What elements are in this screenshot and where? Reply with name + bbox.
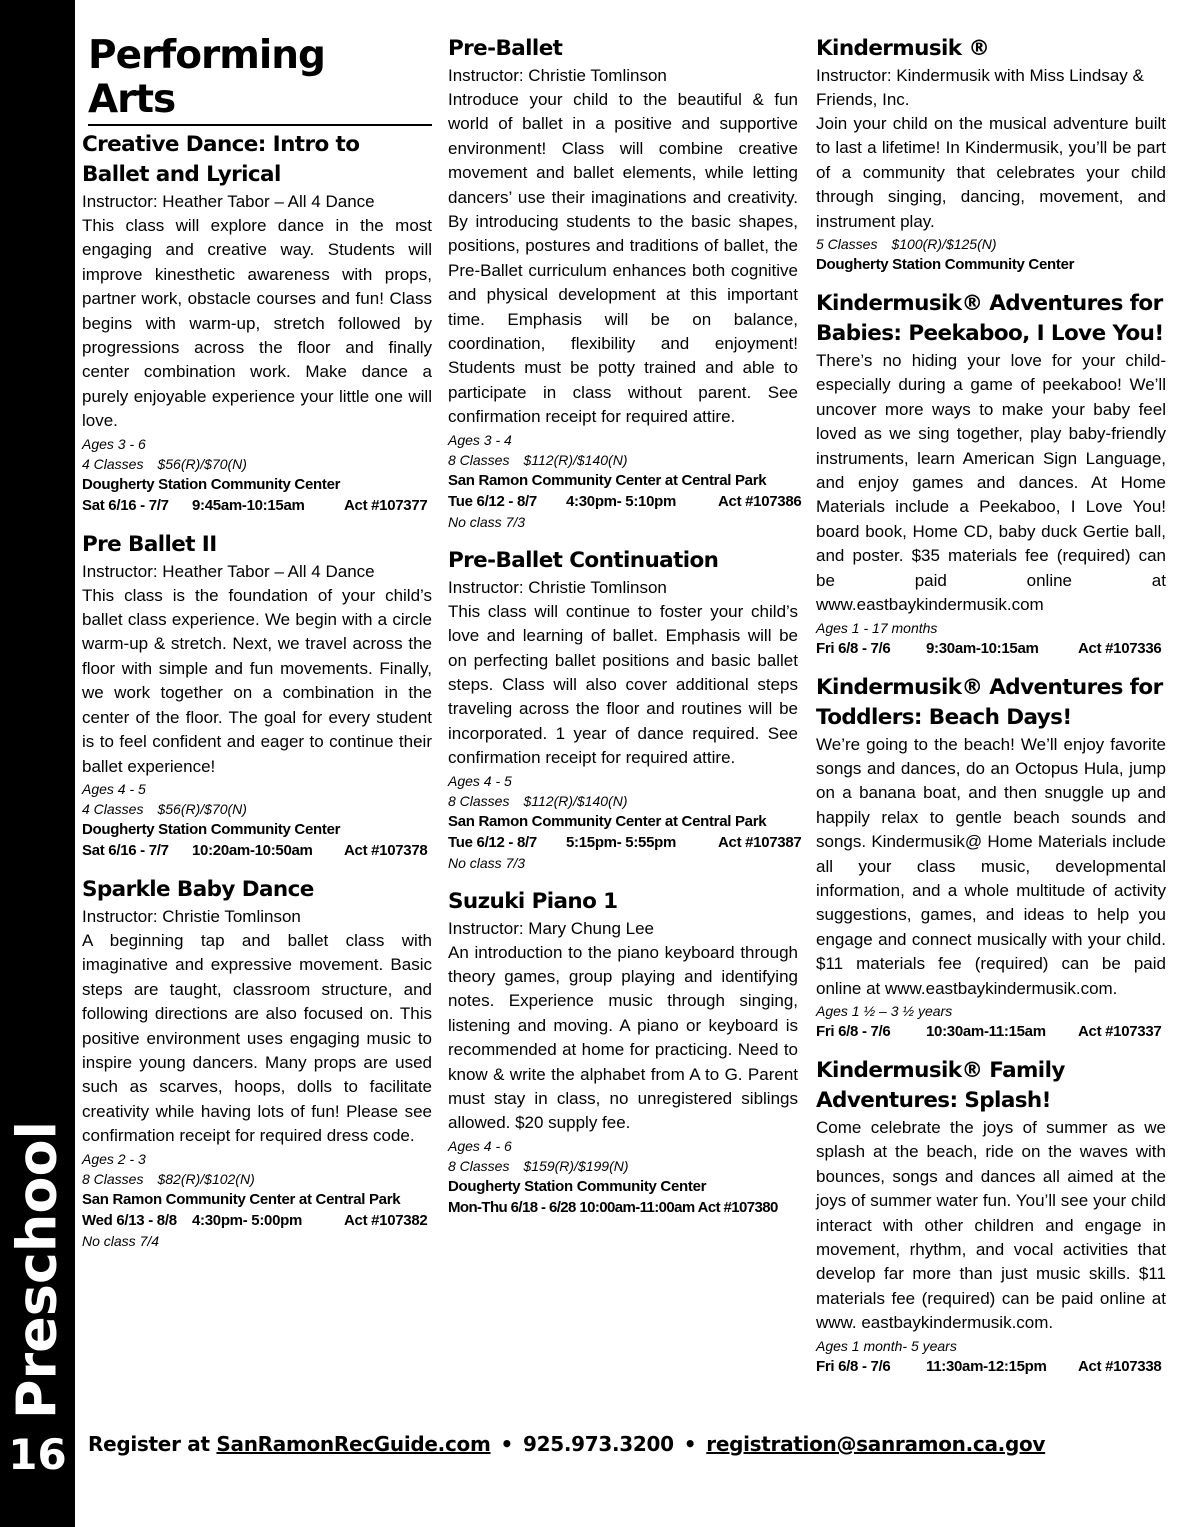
course-instructor: Instructor: Mary Chung Lee — [448, 918, 654, 938]
course-time: 9:30am-10:15am — [926, 639, 1039, 657]
course-schedule — [816, 638, 1166, 659]
site-link[interactable]: SanRamonRecGuide.com — [216, 1432, 491, 1456]
column-2 — [448, 34, 802, 1232]
course-fee: $82(R)/$102(N) — [157, 1170, 255, 1187]
sidebar — [0, 0, 75, 1527]
course-schedule — [816, 1356, 1166, 1377]
course-location: Dougherty Station Community Center — [448, 1177, 707, 1195]
course-schedule — [82, 840, 432, 861]
course-instructor: Instructor: Heather Tabor – All 4 Dance — [82, 192, 375, 211]
course-time: 9:45am-10:15am — [192, 496, 305, 514]
course-date: Tue 6/12 - 8/7 — [448, 492, 537, 510]
course-ages: Ages 1 ½ – 3 ½ years — [816, 1002, 953, 1019]
page-number: 16 — [8, 1430, 67, 1479]
course-ages: Ages 4 - 5 — [82, 780, 146, 797]
course-fee: $100(R)/$125(N) — [891, 236, 997, 253]
course-fee: $56(R)/$70(N) — [157, 455, 247, 472]
course-instructor: Instructor: Kindermusik with Miss Lindsay & Friends, Inc. — [816, 66, 1144, 109]
course-note: No class 7/4 — [82, 1232, 160, 1249]
course-title: Pre-Ballet Continuation — [448, 547, 719, 573]
course-title: Kindermusik® Adventures for Babies: Peekaboo, I Love You! — [816, 291, 1164, 347]
course-ages: Ages 2 - 3 — [82, 1150, 146, 1167]
course-description: This class will continue to foster your child’s love and learning of ballet. Emphasis will be on perfecting ballet positions and basic ballet steps. Class will also cover additional steps traveling across the floor and routines will be incorporated. 1 year of dance required. See confirmation receipt for required attire. — [448, 601, 798, 768]
course-schedule — [448, 832, 802, 853]
course-date: Wed 6/13 - 8/8 — [82, 1211, 177, 1229]
column-3 — [816, 34, 1166, 1391]
course-classes — [448, 791, 798, 811]
phone-number: 925.973.3200 — [523, 1432, 674, 1456]
class-count: 4 Classes — [82, 455, 144, 472]
course-ages: Ages 4 - 5 — [448, 772, 512, 789]
course-pre-ballet — [448, 34, 802, 532]
course-ages: Ages 1 - 17 months — [816, 619, 938, 636]
email-link[interactable]: registration@sanramon.ca.gov — [706, 1432, 1046, 1456]
page-title: Performing Arts — [88, 34, 424, 122]
course-location: San Ramon Community Center at Central Park — [448, 471, 767, 489]
course-classes — [448, 1156, 798, 1176]
course-description: This class is the foundation of your child’s ballet class experience. We begin with a circle warm-up & stretch. Next, we travel across the floor with simple and fun movements. Finally, we work together on a combination in the center of the floor. The goal for every student is to feel confident and eager to continue their ballet experience! — [82, 585, 432, 776]
course-ages: Ages 3 - 4 — [448, 431, 512, 448]
course-classes — [816, 234, 1166, 254]
course-time: 11:30am-12:15pm — [926, 1357, 1047, 1375]
course-title: Kindermusik® Adventures for Toddlers: Beach Days! — [816, 674, 1163, 730]
section-label: Preschool — [5, 1120, 69, 1420]
class-count: 8 Classes — [448, 792, 510, 809]
course-description: Join your child on the musical adventure built to last a lifetime! In Kindermusik, you’ll be part of a community that celebrates your child through singing, dancing, movement, and instrument play. — [816, 114, 1166, 231]
course-location: Dougherty Station Community Center — [816, 256, 1075, 274]
course-pre-ballet-continuation — [448, 546, 802, 873]
course-time: 5:15pm- 5:55pm — [566, 833, 677, 851]
course-fee: $112(R)/$140(N) — [523, 451, 628, 468]
course-kindermusik-toddlers — [816, 673, 1166, 1042]
class-count: 8 Classes — [448, 1157, 510, 1174]
course-note: No class 7/3 — [448, 854, 526, 871]
course-kindermusik-babies — [816, 289, 1166, 658]
course-act: Act #107336 — [1078, 639, 1162, 657]
course-schedule — [82, 1210, 432, 1231]
course-description: This class will explore dance in the most engaging and creative way. Students will improve kinesthetic awareness with props, partner work, obstacle courses and fun! Class begins with warm-up, stretch followed by progressions across the floor and finally center combination work. Make dance a purely enjoyable experience your little one will love. — [82, 216, 432, 431]
course-title: Kindermusik® Family Adventures: Splash! — [816, 1057, 1065, 1113]
course-act: Act #107337 — [1078, 1022, 1162, 1040]
course-time: 10:30am-11:15am — [926, 1022, 1046, 1040]
course-classes — [448, 450, 798, 470]
course-kindermusik — [816, 34, 1166, 275]
course-instructor: Instructor: Christie Tomlinson — [448, 66, 667, 85]
class-count: 8 Classes — [82, 1170, 144, 1187]
course-location: Dougherty Station Community Center — [82, 820, 341, 838]
course-time: 10:20am-10:50am — [192, 841, 313, 859]
class-count: 8 Classes — [448, 451, 510, 468]
course-fee: $159(R)/$199(N) — [523, 1157, 629, 1174]
course-kindermusik-family — [816, 1056, 1166, 1377]
course-act: Act #107386 — [718, 492, 802, 510]
course-classes — [82, 454, 432, 474]
course-location: Dougherty Station Community Center — [82, 475, 341, 493]
footer-bullet: • — [500, 1432, 514, 1456]
course-note: No class 7/3 — [448, 513, 526, 530]
course-schedule — [82, 495, 432, 516]
course-location: San Ramon Community Center at Central Park — [82, 1190, 401, 1208]
course-classes — [82, 1169, 432, 1189]
course-time: 4:30pm- 5:00pm — [192, 1211, 303, 1229]
course-title: Pre-Ballet — [448, 36, 563, 61]
course-date: Fri 6/8 - 7/6 — [816, 1022, 891, 1040]
course-ages: Ages 4 - 6 — [448, 1137, 512, 1154]
course-fee: $56(R)/$70(N) — [157, 800, 247, 817]
footer-prefix: Register at — [88, 1432, 217, 1456]
course-description: Come celebrate the joys of summer as we splash at the beach, ride on the waves with bounces, songs and dances all aimed at the joys of summer water fun. You’ll see your child interact with other children and engage in movement, rhythm, and vocal activities that develop far more than just music skills. $11 materials fee (required) can be paid online at www. eastbaykindermusik.com. — [816, 1117, 1166, 1333]
course-act: Act #107377 — [344, 496, 428, 514]
course-instructor: Instructor: Heather Tabor – All 4 Dance — [82, 561, 375, 581]
course-classes — [82, 799, 432, 819]
course-title: Creative Dance: Intro to Ballet and Lyrical — [82, 132, 360, 187]
course-date: Fri 6/8 - 7/6 — [816, 639, 891, 657]
course-date: Sat 6/16 - 7/7 — [82, 496, 169, 514]
course-schedule — [816, 1021, 1166, 1042]
course-title: Pre Ballet II — [82, 531, 217, 557]
course-description: An introduction to the piano keyboard through theory games, group playing and identifying notes. Experience music through singing, listening and moving. A piano or keyboard is recommended at home for practicing. Need to know & write the alphabet from A to G. Parent must stay in class, no unregistered siblings allowed. $20 supply fee. — [448, 942, 798, 1133]
course-description: We’re going to the beach! We’ll enjoy favorite songs and dances, do an Octopus Hula, jump on a banana boat, and then snuggle up and happily relax to gentle beach sounds and songs. Kindermusik@ Home Materials include all your class music, developmental information, and a whole multitude of activity suggestions, games, and ideas to help you engage and connect musically with your child. $11 materials fee (required) can be paid online at www.eastbaykindermusik.com. — [816, 734, 1166, 998]
course-fee: $112(R)/$140(N) — [523, 792, 628, 809]
course-sparkle-baby-dance — [82, 875, 432, 1251]
column-1 — [82, 34, 432, 1265]
course-ages: Ages 3 - 6 — [82, 435, 146, 452]
course-title: Kindermusik ® — [816, 36, 990, 61]
course-schedule — [448, 491, 802, 512]
course-act: Act #107382 — [344, 1211, 428, 1229]
class-count: 5 Classes — [816, 236, 878, 253]
course-pre-ballet-ii — [82, 530, 432, 861]
course-schedule: Mon-Thu 6/18 - 6/28 10:00am-11:00am Act #107380 — [448, 1198, 778, 1216]
course-ages: Ages 1 month- 5 years — [816, 1337, 957, 1354]
course-date: Sat 6/16 - 7/7 — [82, 841, 169, 859]
course-creative-dance — [82, 130, 432, 516]
footer — [88, 1432, 1045, 1456]
class-count: 4 Classes — [82, 800, 144, 817]
course-instructor: Instructor: Christie Tomlinson — [448, 577, 667, 597]
course-date: Fri 6/8 - 7/6 — [816, 1357, 891, 1375]
course-title: Sparkle Baby Dance — [82, 876, 314, 902]
course-act: Act #107387 — [718, 833, 802, 851]
course-instructor: Instructor: Christie Tomlinson — [82, 906, 301, 926]
course-act: Act #107378 — [344, 841, 428, 859]
course-suzuki-piano — [448, 887, 798, 1218]
course-description: A beginning tap and ballet class with imaginative and expressive movement. Basic steps are taught, classroom structure, and following directions are also focused on. This positive environment uses engaging music to inspire young dancers. Many props are used such as scarves, hoops, dolls to facilitate creativity while having lots of fun! Please see confirmation receipt for required dress code. — [82, 930, 432, 1146]
course-time: 4:30pm- 5:10pm — [566, 492, 677, 510]
course-description: Introduce your child to the beautiful & fun world of ballet in a positive and supportive environment! Class will combine creative movement and ballet elements, while letting dancers’ use their imaginations and creativity. By introducing students to the basic shapes, positions, postures and traditions of ballet, the Pre-Ballet curriculum enhances both cognitive and physical development at this important time. Emphasis will be on balance, coordination, flexibility and enjoyment! Students must be potty trained and able to participate in class without parent. See confirmation receipt for required attire. — [448, 90, 798, 427]
course-title: Suzuki Piano 1 — [448, 888, 618, 914]
course-act: Act #107338 — [1078, 1357, 1162, 1375]
course-description: There’s no hiding your love for your child- especially during a game of peekaboo! We’ll uncover more ways to make your baby feel loved as we sing together, play baby-friendly instruments, learn American Sign Language, and enjoy games and dances. At Home Materials include a Peekaboo, I Love You! board book, Home CD, baby duck Gertie ball, and poster. $35 materials fee (required) can be paid online at www.eastbaykindermusik.com — [816, 351, 1166, 615]
course-date: Tue 6/12 - 8/7 — [448, 833, 537, 851]
course-location: San Ramon Community Center at Central Park — [448, 812, 767, 830]
footer-bullet: • — [683, 1432, 697, 1456]
